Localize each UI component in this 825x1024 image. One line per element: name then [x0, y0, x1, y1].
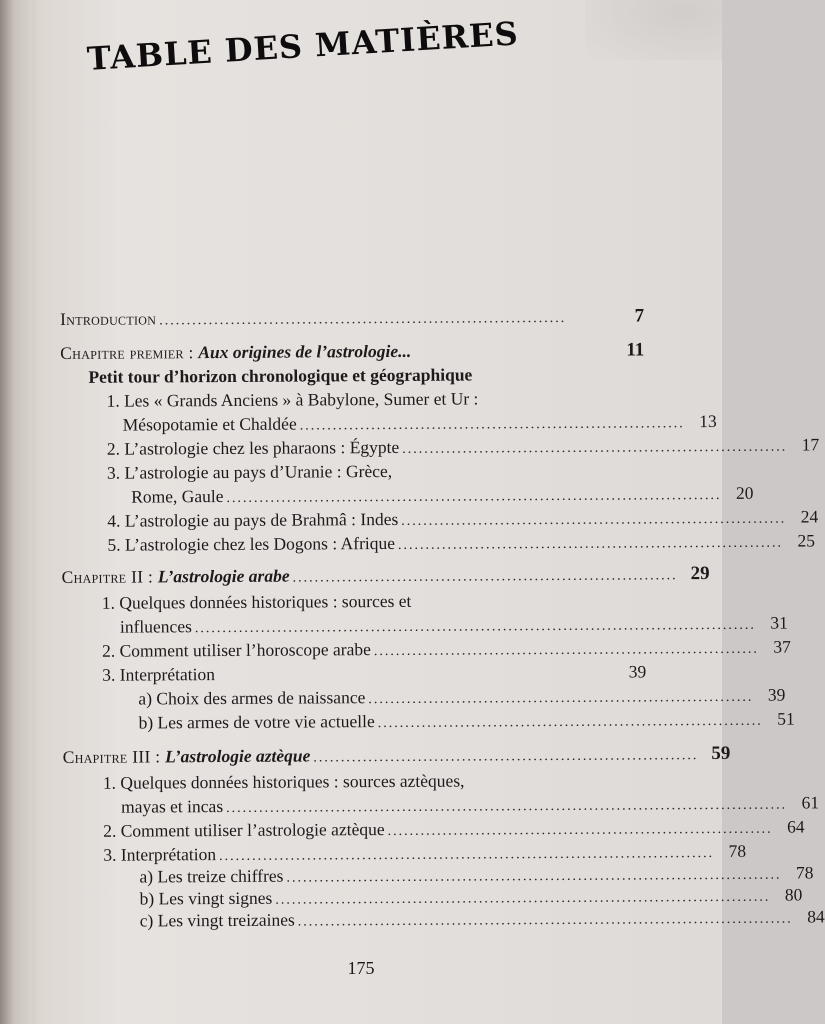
book-binding	[0, 0, 32, 1024]
toc-page: 11	[626, 339, 645, 361]
toc-page: 39	[628, 661, 647, 682]
dot-leader: ......................................................................	[397, 535, 784, 553]
toc-page: 13	[699, 410, 717, 432]
toc-page: 24	[800, 506, 819, 527]
toc-item-label: Mésopotamie et Chaldée	[122, 413, 297, 435]
toc-item-label: 5. L’astrologie chez les Dogons : Afrique	[107, 532, 396, 555]
dot-leader: ......................................................................	[401, 511, 787, 529]
toc-item[interactable]	[120, 792, 820, 817]
toc-item-label: 4. L’astrologie au pays de Brahmâ : Indes	[107, 508, 399, 531]
toc-page: 29	[690, 563, 710, 585]
chapter-prefix: Chapitre premier :	[60, 342, 199, 363]
toc-item-label: c) Les vingt treizaines	[139, 909, 295, 931]
toc-item[interactable]	[103, 816, 805, 841]
toc-item-label: b) Les vingt signes	[139, 887, 273, 909]
chapter-title: L’astrologie aztèque	[164, 745, 311, 767]
toc-page: 17	[801, 434, 820, 455]
toc-item-label: a) Les treize chiffres	[139, 865, 284, 887]
page-title: TABLE DES MATIÈRES	[86, 14, 520, 78]
toc-item[interactable]	[102, 636, 791, 661]
chapter-title: Aux origines de l’astrologie...	[198, 340, 412, 363]
toc-introduction[interactable]	[60, 304, 644, 330]
toc-item[interactable]	[139, 862, 814, 887]
toc-page: 37	[773, 636, 791, 657]
toc-item-label: mayas et incas	[120, 796, 224, 817]
toc-item-label: a) Choix des armes de naissance	[138, 687, 366, 709]
toc-page: 31	[770, 612, 788, 633]
toc-page: 78	[728, 840, 747, 861]
dot-leader	[414, 356, 612, 357]
toc-item[interactable]	[102, 660, 646, 685]
chapter-prefix: Chapitre II :	[61, 566, 158, 587]
toc-page: 84	[807, 906, 825, 927]
dot-leader: ..........................................................................................	[219, 846, 715, 865]
toc-item-line: 1. Quelques données historiques : sources et	[101, 590, 412, 613]
toc-item[interactable]	[138, 708, 795, 733]
toc-page: 80	[784, 884, 803, 905]
toc-item[interactable]	[119, 612, 788, 637]
toc-page: 78	[795, 862, 814, 883]
dot-leader: ..........................................................................................	[297, 911, 793, 930]
toc-item-label: b) Les armes de votre vie actuelle	[138, 711, 375, 733]
toc-page: 7	[634, 305, 645, 327]
toc-item[interactable]	[106, 434, 820, 459]
dot-leader: ......................................................................	[402, 439, 788, 457]
dot-leader: ..........................................................................................	[275, 889, 771, 908]
dot-leader: ......................................................................	[299, 416, 685, 434]
dot-leader: ......................................................................	[313, 748, 699, 766]
table-of-contents	[60, 304, 825, 948]
toc-item-label: 2. Comment utiliser l’horoscope arabe	[102, 639, 371, 661]
dot-leader: ......................................................................	[387, 821, 773, 840]
chapter-subtitle: Petit tour d’horizon chronologique et géographique	[88, 364, 473, 387]
toc-item-line: 1. Quelques données historiques : sources aztèques,	[102, 770, 465, 793]
toc-page: 59	[711, 742, 731, 765]
toc-item-label: 3. Interprétation	[102, 664, 216, 685]
chapter-prefix: Chapitre III :	[62, 746, 166, 767]
dot-leader: ......................................................................	[377, 713, 763, 732]
toc-item[interactable]	[107, 530, 816, 555]
dot-leader: ..........................................................................................	[286, 867, 782, 886]
dot-leader: ..........................................................................................	[226, 487, 722, 506]
toc-chapter-1[interactable]	[60, 338, 644, 364]
chapter-title: L’astrologie arabe	[157, 565, 290, 587]
toc-page: 25	[797, 530, 816, 551]
toc-item-line: 3. L’astrologie au pays d’Uranie : Grèce,	[106, 460, 393, 483]
toc-item[interactable]	[138, 684, 786, 709]
toc-item-label: 2. L’astrologie chez les pharaons : Égypte	[106, 436, 400, 459]
toc-item[interactable]	[139, 884, 803, 909]
toc-page: 20	[735, 482, 754, 503]
dot-leader: ......................................................................................................	[194, 617, 756, 637]
toc-item-line: 1. Les « Grands Anciens » à Babylone, Sumer et Ur :	[106, 388, 479, 411]
toc-page: 64	[787, 816, 805, 837]
dot-leader: ..........................................................................	[159, 310, 567, 329]
page-number: 175	[347, 958, 375, 978]
toc-item-label: 2. Comment utiliser l’astrologie aztèque	[103, 819, 385, 841]
dot-leader: ......................................................................	[368, 689, 754, 708]
toc-page: 51	[777, 708, 795, 729]
toc-page: 61	[801, 792, 820, 813]
toc-item[interactable]	[122, 410, 717, 435]
dot-leader: ......................................................................................................	[226, 797, 788, 816]
toc-chapter-3[interactable]	[62, 742, 731, 768]
toc-item-label: 3. Interprétation	[103, 844, 217, 865]
toc-page: 39	[767, 684, 786, 705]
dot-leader: ......................................................................	[373, 641, 759, 660]
toc-item-label: Rome, Gaule	[131, 486, 224, 507]
dot-leader: ......................................................................	[292, 568, 678, 586]
toc-item[interactable]	[107, 506, 819, 531]
toc-item[interactable]	[131, 482, 754, 507]
toc-label: Introduction	[60, 308, 157, 329]
toc-item[interactable]	[139, 906, 825, 931]
toc-item-label: influences	[119, 616, 192, 637]
toc-chapter-2[interactable]	[61, 562, 710, 588]
